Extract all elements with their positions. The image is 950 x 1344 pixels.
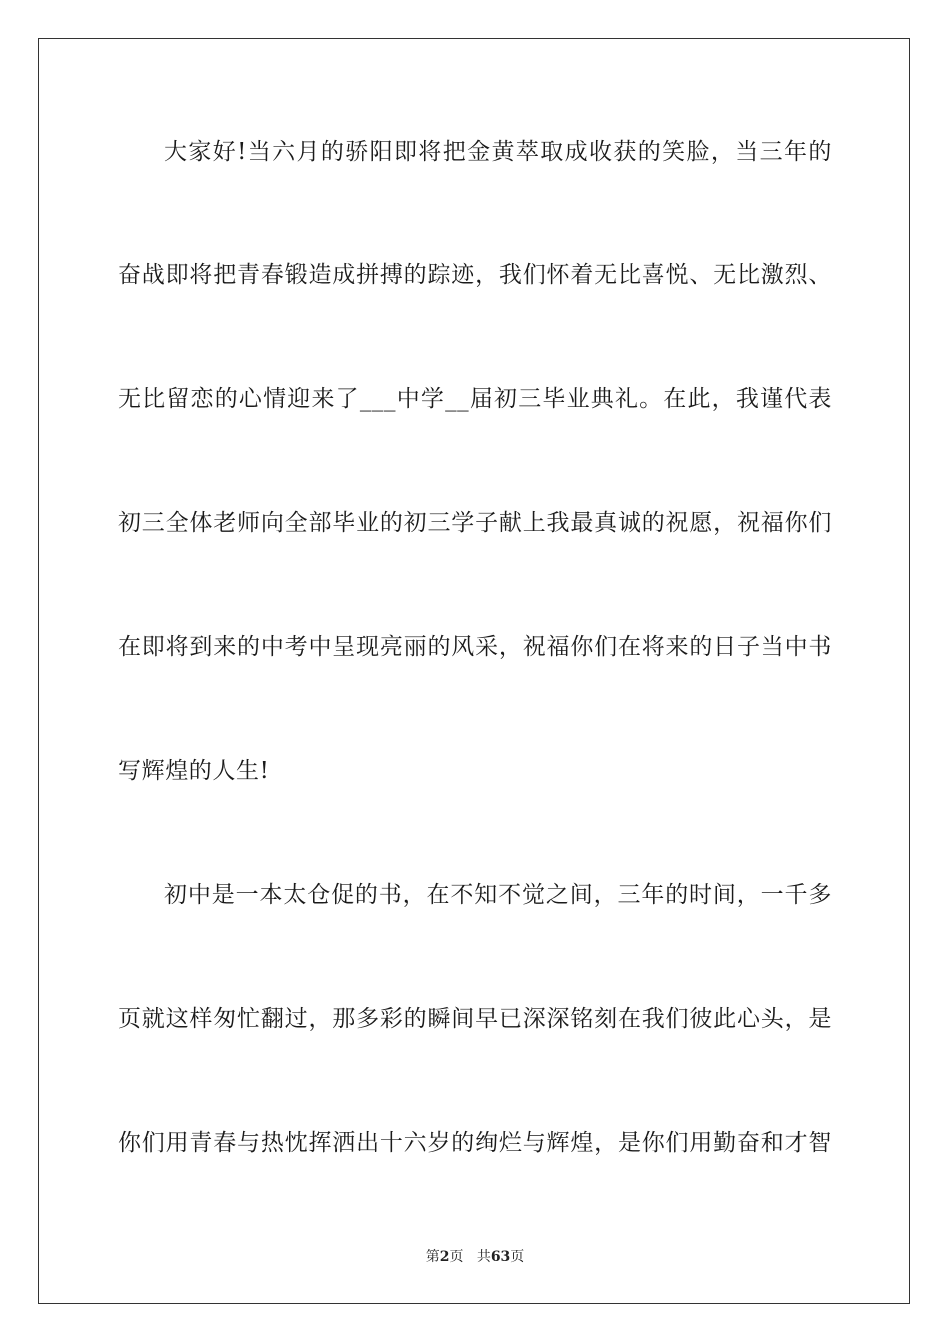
paragraph-2-line-2: 页就这样匆忙翻过，那多彩的瞬间早已深深铭刻在我们彼此心头，是 xyxy=(118,1006,832,1032)
paragraph-2-line-3: 你们用青春与热忱挥洒出十六岁的绚烂与辉煌，是你们用勤奋和才智 xyxy=(118,1130,832,1156)
total-prefix: 共 xyxy=(476,1249,491,1265)
page-frame xyxy=(38,38,910,1304)
total-pages: 63 xyxy=(490,1249,511,1265)
page-footer xyxy=(0,1248,950,1266)
paragraph-1-line-1: 大家好!当六月的骄阳即将把金黄萃取成收获的笑脸，当三年的 xyxy=(164,139,832,165)
paragraph-2-line-1: 初中是一本太仓促的书，在不知不觉之间，三年的时间，一千多 xyxy=(164,882,832,908)
paragraph-1-line-4: 初三全体老师向全部毕业的初三学子献上我最真诚的祝愿，祝福你们 xyxy=(118,510,832,536)
paragraph-1-line-5: 在即将到来的中考中呈现亮丽的风采，祝福你们在将来的日子当中书 xyxy=(118,634,832,660)
page-suffix: 页 xyxy=(449,1249,464,1265)
paragraph-1-line-2: 奋战即将把青春锻造成拼搏的踪迹，我们怀着无比喜悦、无比激烈、 xyxy=(118,262,832,288)
paragraph-1-line-6: 写辉煌的人生! xyxy=(118,758,270,784)
page-number: 2 xyxy=(439,1249,450,1265)
total-suffix: 页 xyxy=(510,1249,525,1265)
page-prefix: 第 xyxy=(425,1249,440,1265)
paragraph-1-line-3: 无比留恋的心情迎来了___中学__届初三毕业典礼。在此，我谨代表 xyxy=(118,386,832,412)
